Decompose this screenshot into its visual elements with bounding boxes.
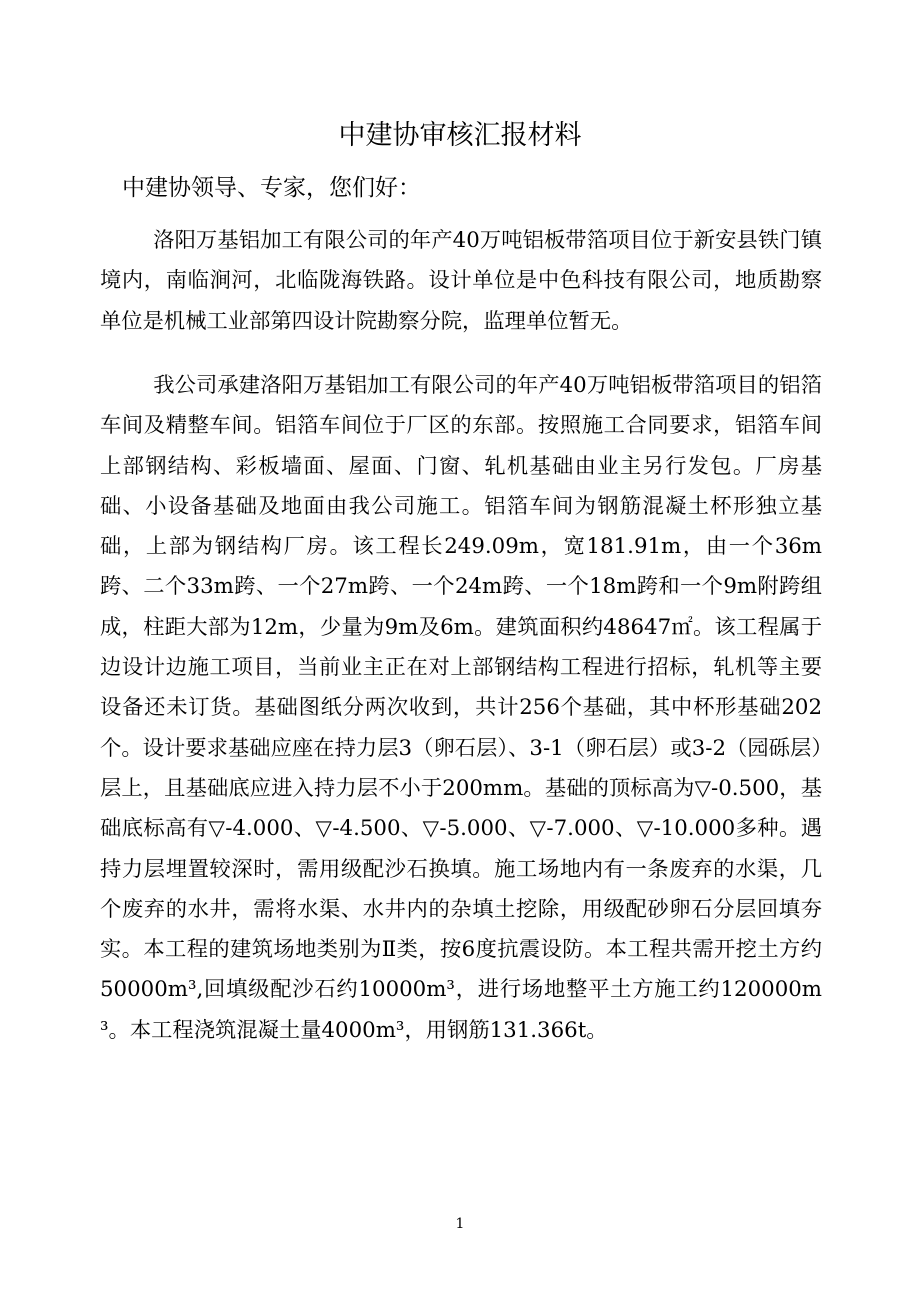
page-title: 中建协审核汇报材料 bbox=[338, 120, 582, 151]
greeting: 中建协领导、专家，您们好： bbox=[122, 175, 421, 201]
paragraph-construction-details: 我公司承建洛阳万基铝加工有限公司的年产40万吨铝板带箔项目的铝箔车间及精整车间。铝箔车间位于厂区的东部。按照施工合同要求，铝箔车间上部钢结构、彩板墙面、屋面、门窗、轧机基础由业主另行发包。厂房基础、小设备基础及地面由我公司施工。铝箔车间为钢筋混凝土杯形独立基础，上部为钢结构厂房。该工程长249.09m，宽181.91m，由一个36m跨、二个33m跨、一个27m跨、一个24m跨、一个18m跨和一个9m附跨组成，柱距大部为12m，少量为9m及6m。建筑面积约48647㎡。该工程属于边设计边施工项目，当前业主正在对上部钢结构工程进行招标，轧机等主要设备还未订货。基础图纸分两次收到，共计256个基础，其中杯形基础202个。设计要求基础应座在持力层3（卵石层）、3-1（卵石层）或3-2（园砾层）层上，且基础底应进入持力层不小于200mm。基础的顶标高为▽-0.500，基础底标高有▽-4.000、▽-4.500、▽-5.000、▽-7.000、▽-10.000多种。遇持力层埋置较深时，需用级配沙石换填。施工场地内有一条废弃的水渠，几个废弃的水井，需将水渠、水井内的杂填土挖除，用级配砂卵石分层回填夯实。本工程的建筑场地类别为Ⅱ类，按6度抗震设防。本工程共需开挖土方约50000m³,回填级配沙石约10000m³，进行场地整平土方施工约120000m³。本工程浇筑混凝土量4000m³，用钢筋131.366t。 bbox=[100, 373, 822, 1043]
paragraph-project-overview: 洛阳万基铝加工有限公司的年产40万吨铝板带箔项目位于新安县铁门镇境内，南临涧河，北临陇海铁路。设计单位是中色科技有限公司，地质勘察单位是机械工业部第四设计院勘察分院，监理单位暂无。 bbox=[100, 228, 822, 334]
page-number: 1 bbox=[455, 1216, 465, 1232]
